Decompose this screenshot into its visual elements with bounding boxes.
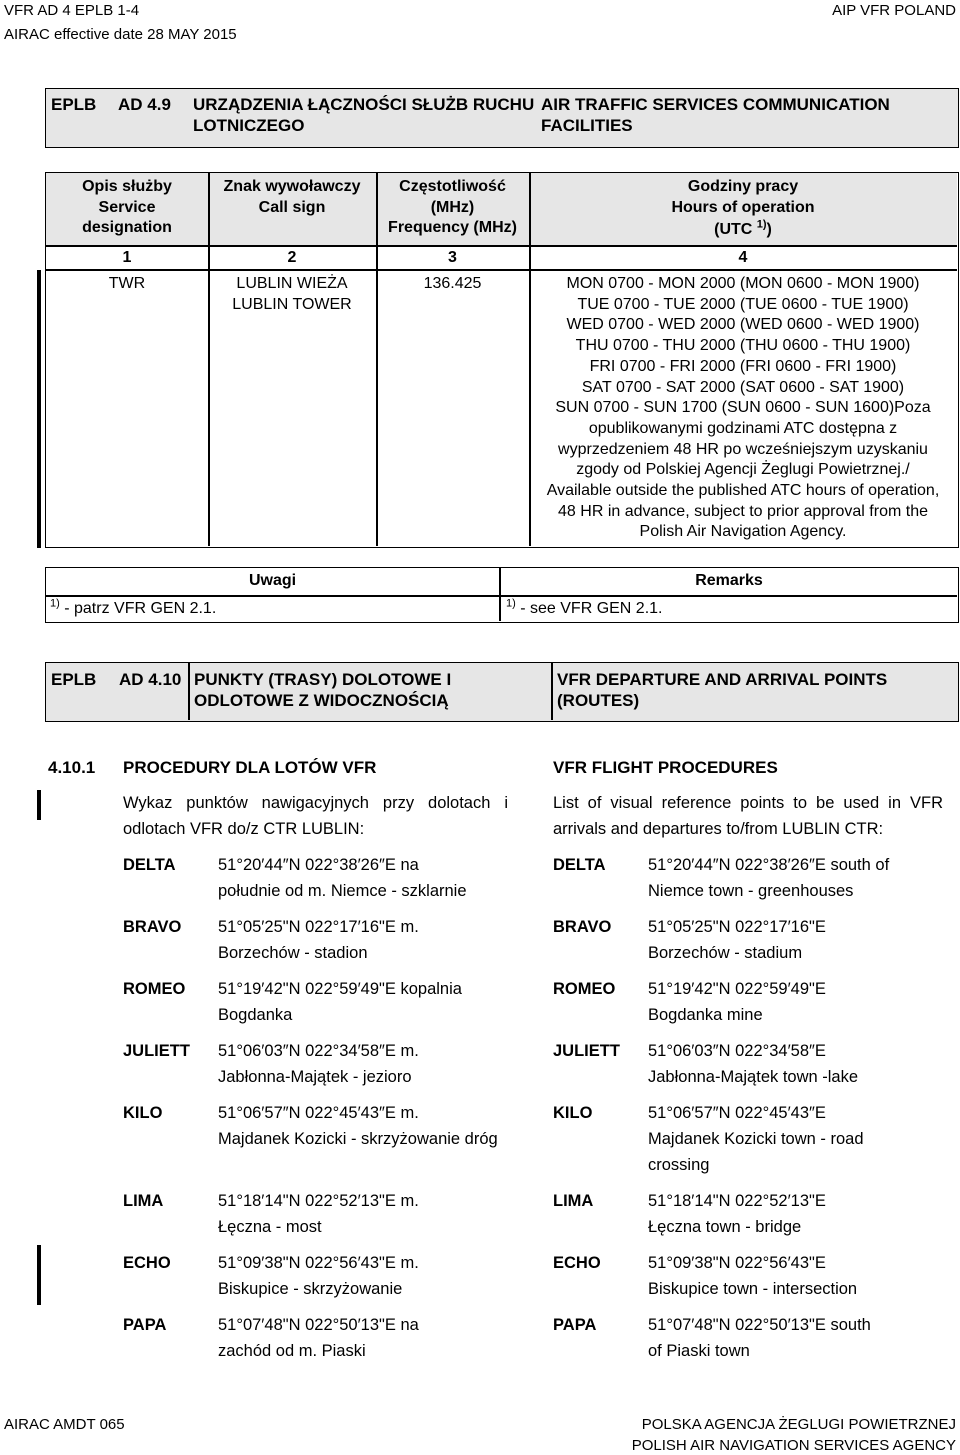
subsection-title-en: VFR FLIGHT PROCEDURES bbox=[553, 758, 778, 777]
doc-reference: VFR AD 4 EPLB 1-4 bbox=[4, 2, 140, 19]
subsection-number: 4.10.1 bbox=[48, 758, 96, 777]
point-lima-pl: LIMA 51°18′14"N 022°52′13"E m. Łęczna - most bbox=[123, 1192, 419, 1236]
point-echo-en: ECHO 51°09′38"N 022°56′43"E Biskupice town - intersection bbox=[553, 1254, 858, 1298]
section-ad410-header bbox=[45, 662, 959, 722]
change-bar bbox=[37, 1245, 41, 1305]
point-bravo-en: BRAVO 51°05′25"N 022°17′16"E Borzechów - stadium bbox=[553, 918, 826, 962]
subsection-title-pl: PROCEDURY DLA LOTÓW VFR bbox=[123, 758, 377, 777]
remarks-title-pl: Uwagi bbox=[248, 572, 297, 589]
point-echo-pl: ECHO 51°09′38"N 022°56′43"E m. Biskupice - skrzyżowanie bbox=[123, 1254, 419, 1298]
call-sign: LUBLIN WIEŻA LUBLIN TOWER bbox=[232, 275, 352, 313]
section-number: AD 4.10 bbox=[119, 670, 182, 689]
footer-amendment: AIRAC AMDT 065 bbox=[4, 1416, 125, 1433]
footer-agency: POLSKA AGENCJA ŻEGLUGI POWIETRZNEJ POLISH AIR NAVIGATION SERVICES AGENCY bbox=[631, 1416, 956, 1454]
col-header-frequency: Częstotliwość (MHz) Frequency (MHz) bbox=[388, 178, 517, 237]
point-romeo-en: ROMEO 51°19′42"N 022°59′49"E Bogdanka mine bbox=[553, 980, 826, 1024]
frequency: 136.425 bbox=[423, 275, 482, 292]
publication-title: AIP VFR POLAND bbox=[832, 2, 956, 19]
point-kilo-pl: KILO 51°06′57″N 022°45′43″E m. Majdanek Kozicki - skrzyżowanie dróg bbox=[123, 1104, 498, 1148]
point-delta-pl: DELTA 51°20′44″N 022°38′26″E na południe od m. Niemce - szklarnie bbox=[123, 856, 467, 900]
remark-note-en: $^{1)}$ - see VFR GEN 2.1. bbox=[506, 597, 663, 617]
hours-of-operation: MON 0700 - MON 2000 (MON 0600 - MON 1900) TUE 0700 - TUE 2000 (TUE 0600 - TUE 1900) WED 0700 - WED 2000 (WED 0600 - WED 1900) THU 0700 - THU 2000 (THU 0600 - THU 1900) FRI 0700 - FRI 2000 (FRI 0600 - FRI 1900) SAT 0700 - SAT 2000 (SAT 0600 - SAT 1900) SUN 0700 - SUN 1700 (SUN 0600 - SUN 1600)Poza opublikowanymi godzinami ATC dostępna z wyprzedzeniem 48 HR po wcześniejszym uzyskaniu zgody od Polskiej Agencji Żeglugi Powietrznej./ Available outside the published ATC hours of operation, 48 HR in advance, subject to prior approval from the Polish Air Navigation Agency. bbox=[546, 275, 940, 541]
section-title-en: VFR DEPARTURE AND ARRIVAL POINTS (ROUTES) bbox=[557, 670, 888, 710]
point-kilo-en: KILO 51°06′57″N 022°45′43″E Majdanek Kozicki town - road crossing bbox=[553, 1104, 864, 1174]
section-title-pl: URZĄDZENIA ŁĄCZNOŚCI SŁUŻB RUCHU LOTNICZEGO bbox=[193, 95, 535, 135]
point-papa-en: PAPA 51°07′48"N 022°50′13"E south of Piaski town bbox=[553, 1316, 871, 1360]
col-header-hours: Godziny pracy Hours of operation (UTC $^{1)}$) bbox=[671, 178, 815, 239]
remarks-title-en: Remarks bbox=[695, 572, 763, 589]
col-header-service: Opis służby Service designation bbox=[82, 178, 172, 237]
point-delta-en: DELTA 51°20′44″N 022°38′26″E south of Niemce town - greenhouses bbox=[553, 856, 890, 900]
change-bar bbox=[37, 270, 41, 548]
remarks-box bbox=[45, 567, 959, 623]
col-number-1: 1 bbox=[122, 249, 132, 266]
remark-note-pl: $^{1)}$ - patrz VFR GEN 2.1. bbox=[50, 597, 217, 617]
col-number-2: 2 bbox=[287, 249, 297, 266]
section-number: AD 4.9 bbox=[118, 95, 171, 114]
airac-effective-date: AIRAC effective date 28 MAY 2015 bbox=[4, 26, 237, 43]
col-number-3: 3 bbox=[448, 249, 457, 266]
section-ad49-header bbox=[45, 88, 959, 148]
service-designation: TWR bbox=[108, 275, 146, 292]
point-romeo-pl: ROMEO 51°19′42"N 022°59′49"E kopalnia Bogdanka bbox=[123, 980, 462, 1024]
point-juliett-en: JULIETT 51°06′03″N 022°34′58″E Jabłonna-Majątek town -lake bbox=[553, 1042, 859, 1086]
comm-table bbox=[45, 172, 959, 548]
point-juliett-pl: JULIETT 51°06′03″N 022°34′58″E m. Jabłonna-Majątek - jezioro bbox=[123, 1042, 419, 1086]
intro-en: List of visual reference points to be used in VFR arrivals and departures to/from LUBLIN CTR: bbox=[553, 794, 943, 838]
section-code: EPLB bbox=[51, 670, 97, 689]
section-code: EPLB bbox=[51, 95, 97, 114]
section-title-en: AIR TRAFFIC SERVICES COMMUNICATION FACILITIES bbox=[541, 95, 890, 135]
col-header-callsign: Znak wywoławczy Call sign bbox=[223, 178, 361, 216]
point-lima-en: LIMA 51°18′14"N 022°52′13"E Łęczna town - bridge bbox=[553, 1192, 826, 1236]
section-title-pl: PUNKTY (TRASY) DOLOTOWE I ODLOTOWE Z WIDOCZNOŚCIĄ bbox=[194, 670, 452, 710]
point-papa-pl: PAPA 51°07′48"N 022°50′13"E na zachód od m. Piaski bbox=[123, 1316, 419, 1360]
col-number-4: 4 bbox=[738, 249, 748, 266]
change-bar bbox=[37, 790, 41, 820]
intro-pl: Wykaz punktów nawigacyjnych przy dolotach i odlotach VFR do/z CTR LUBLIN: bbox=[123, 794, 508, 838]
point-bravo-pl: BRAVO 51°05′25"N 022°17′16"E m. Borzechów - stadion bbox=[123, 918, 419, 962]
